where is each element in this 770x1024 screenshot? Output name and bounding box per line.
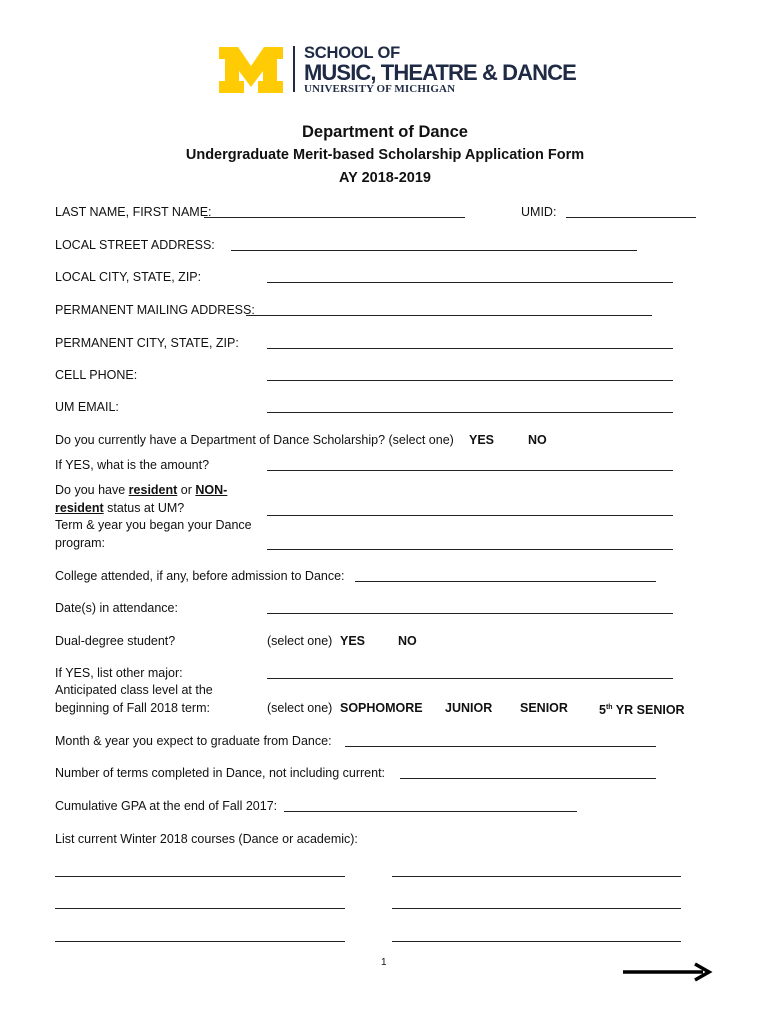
scholarship-no-option[interactable]: NO (528, 433, 547, 447)
terms-completed-field[interactable] (400, 778, 656, 779)
other-major-field[interactable] (267, 678, 673, 679)
gpa-field[interactable] (284, 811, 577, 812)
class-level-label: Anticipated class level at the beginning of Fall 2018 term: (55, 683, 213, 715)
junior-option[interactable]: JUNIOR (445, 701, 493, 715)
arrow-right-icon (621, 960, 713, 989)
dual-degree-label: Dual-degree student? (55, 634, 176, 648)
email-label: UM EMAIL: (55, 400, 119, 414)
senior-option[interactable]: SENIOR (520, 701, 568, 715)
college-field[interactable] (355, 581, 656, 582)
sophomore-option[interactable]: SOPHOMORE (340, 701, 423, 715)
academic-year: AY 2018-2019 (339, 170, 431, 186)
dual-yes-option[interactable]: YES (340, 634, 366, 648)
non-resident-option-part2[interactable]: resident (55, 500, 104, 515)
term-year-label: Term & year you began your Dance program: (55, 518, 252, 550)
fifth-year-senior-option[interactable]: 5th YR SENIOR (599, 703, 685, 718)
permanent-city-field[interactable] (267, 348, 673, 349)
dual-no-option[interactable]: NO (398, 634, 417, 648)
name-field[interactable] (204, 217, 465, 218)
permanent-address-label: PERMANENT MAILING ADDRESS: (55, 303, 255, 317)
page-number: 1 (381, 957, 387, 968)
terms-completed-label: Number of terms completed in Dance, not including current: (55, 766, 386, 780)
graduate-field[interactable] (345, 746, 656, 747)
scholarship-yes-option[interactable]: YES (469, 433, 495, 447)
block-m-logo (219, 47, 283, 93)
term-year-field[interactable] (267, 549, 673, 550)
course-field-2[interactable] (392, 876, 681, 877)
graduate-label: Month & year you expect to graduate from Dance: (55, 734, 332, 748)
logo-line-3: UNIVERSITY OF MICHIGAN (304, 83, 456, 95)
dates-label: Date(s) in attendance: (55, 601, 178, 615)
umid-field[interactable] (566, 217, 696, 218)
permanent-city-label: PERMANENT CITY, STATE, ZIP: (55, 336, 239, 350)
cell-phone-field[interactable] (267, 380, 673, 381)
course-field-6[interactable] (392, 941, 681, 942)
form-title: Undergraduate Merit-based Scholarship Application Form (185, 147, 585, 163)
other-major-label: If YES, list other major: (55, 666, 183, 680)
name-label: LAST NAME, FIRST NAME: (55, 205, 212, 219)
current-scholarship-label: Do you currently have a Department of Dance Scholarship? (select one) (55, 433, 454, 447)
college-label: College attended, if any, before admission to Dance: (55, 569, 345, 583)
department-title: Department of Dance (302, 123, 468, 141)
local-address-label: LOCAL STREET ADDRESS: (55, 238, 215, 252)
cell-phone-label: CELL PHONE: (55, 368, 138, 382)
non-resident-option-part1[interactable]: NON- (195, 483, 228, 497)
local-city-label: LOCAL CITY, STATE, ZIP: (55, 270, 202, 284)
courses-label: List current Winter 2018 courses (Dance or academic): (55, 832, 358, 846)
amount-label: If YES, what is the amount? (55, 458, 210, 472)
logo-line-1: SCHOOL OF (304, 44, 400, 62)
logo-line-2: MUSIC, THEATRE & DANCE (304, 60, 576, 85)
logo-divider (293, 46, 295, 92)
class-select-one: (select one) (267, 701, 333, 715)
dates-field[interactable] (267, 613, 673, 614)
gpa-label: Cumulative GPA at the end of Fall 2017: (55, 799, 278, 813)
amount-field[interactable] (267, 470, 673, 471)
dual-select-one: (select one) (267, 634, 333, 648)
umid-label: UMID: (521, 205, 557, 219)
permanent-address-field[interactable] (246, 315, 652, 316)
local-address-field[interactable] (231, 250, 637, 251)
residency-label: Do you have resident or NON- resident status at UM? (55, 483, 228, 515)
course-field-5[interactable] (55, 941, 345, 942)
course-field-4[interactable] (392, 908, 681, 909)
course-field-1[interactable] (55, 876, 345, 877)
local-city-field[interactable] (267, 282, 673, 283)
residency-field[interactable] (267, 515, 673, 516)
course-field-3[interactable] (55, 908, 345, 909)
email-field[interactable] (267, 412, 673, 413)
resident-option[interactable]: resident (128, 483, 178, 497)
